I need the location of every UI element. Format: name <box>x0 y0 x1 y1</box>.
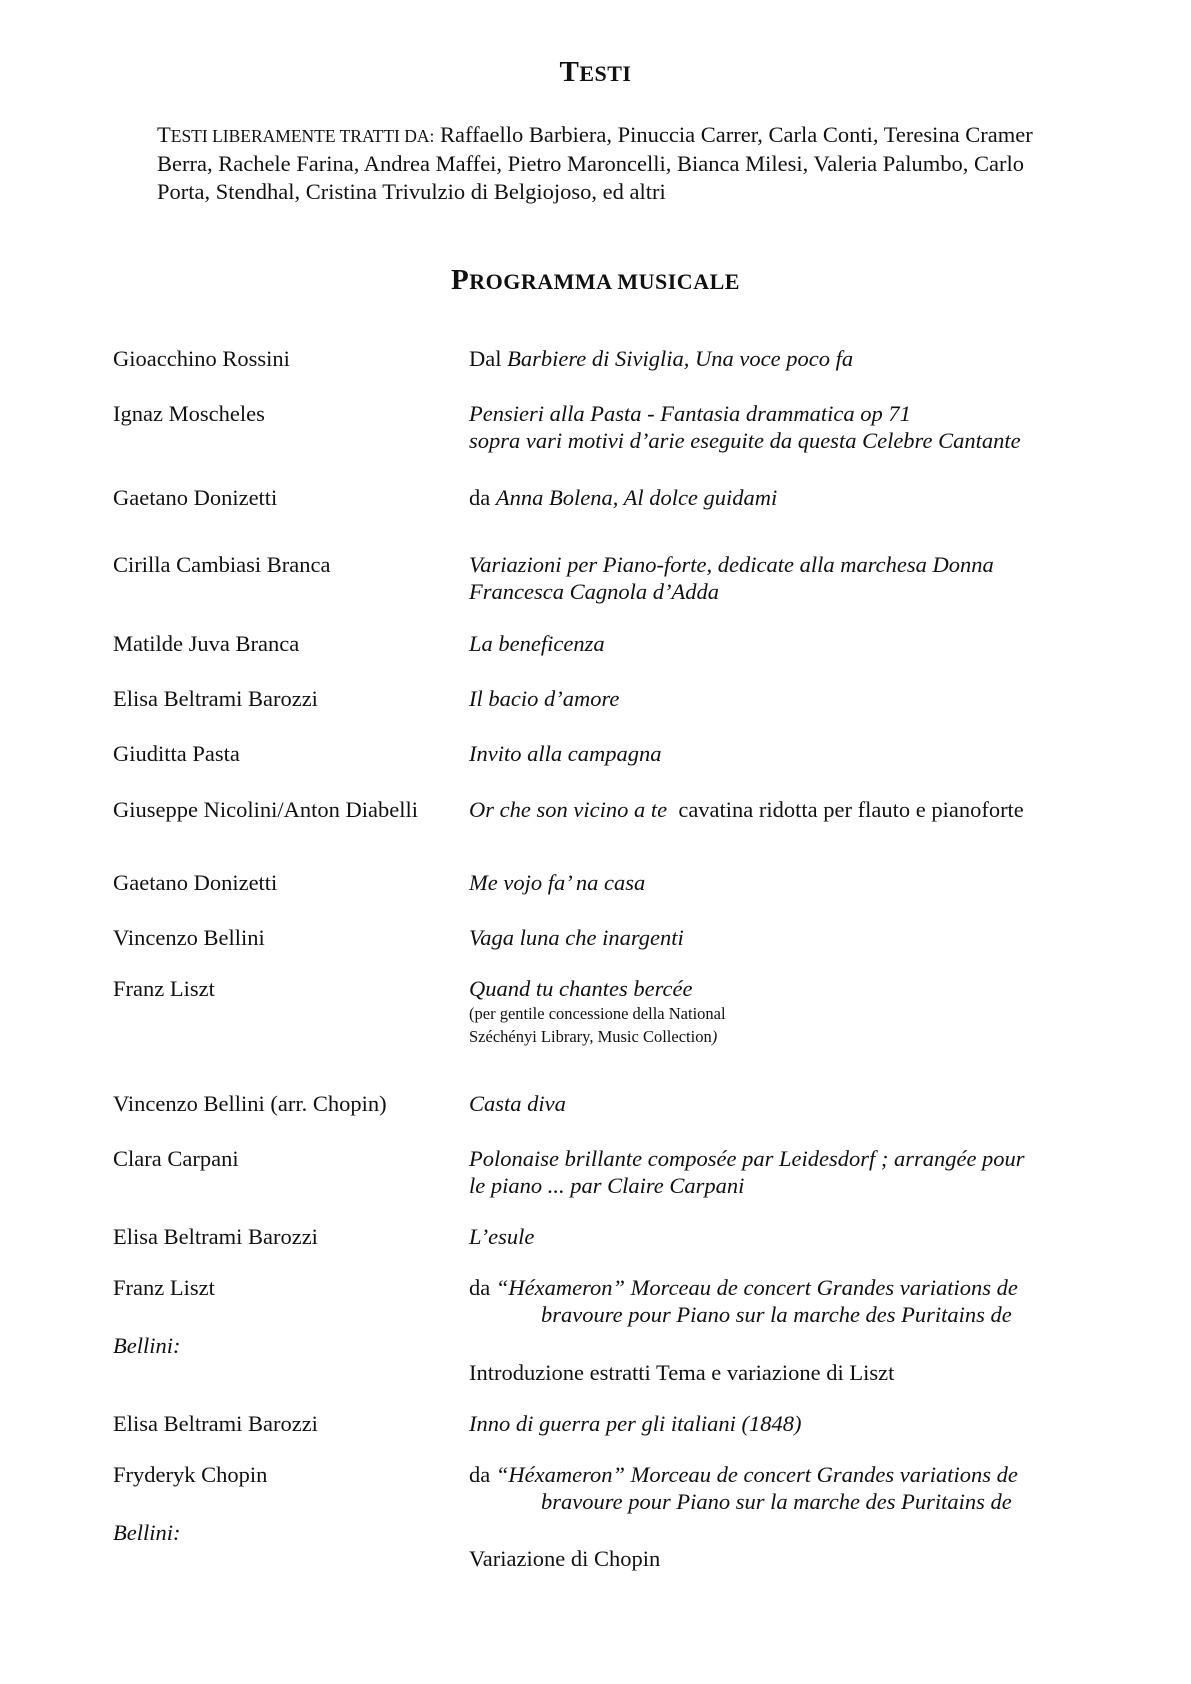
work: Vaga luna che inargenti <box>469 925 684 950</box>
work: Quand tu chantes bercée (per gentile concessione della National Széchényi Library, Music Collection) <box>469 976 726 1046</box>
composer: Matilde Juva Branca <box>113 631 300 656</box>
composer: Giuditta Pasta <box>113 741 240 766</box>
testi-heading: TESTI <box>559 56 632 88</box>
work: da “Héxameron” Morceau de concert Grandes variations de bravoure pour Piano sur la marche des Puritains de <box>469 1462 1018 1514</box>
work: La beneficenza <box>469 631 605 656</box>
composer: Bellini: <box>113 1333 181 1358</box>
composer: Vincenzo Bellini <box>113 925 265 950</box>
composer: Franz Liszt <box>113 976 215 1001</box>
composer: Ignaz Moscheles <box>113 401 265 426</box>
composer: Gaetano Donizetti <box>113 870 278 895</box>
composer: Elisa Beltrami Barozzi <box>113 686 318 711</box>
programma-heading: PROGRAMMA MUSICALE <box>451 264 740 296</box>
work: Pensieri alla Pasta - Fantasia drammatica op 71 sopra vari motivi d’arie eseguite da questa Celebre Cantante <box>469 401 1021 453</box>
work: Polonaise brillante composée par Leidesdorf ; arrangée pour le piano ... par Claire Carpani <box>469 1146 1025 1198</box>
composer: Gioacchino Rossini <box>113 346 290 371</box>
composer: Fryderyk Chopin <box>113 1462 268 1487</box>
composer: Bellini: <box>113 1520 181 1545</box>
work: Invito alla campagna <box>469 741 662 766</box>
composer: Giuseppe Nicolini/Anton Diabelli <box>113 797 418 822</box>
work: Dal Barbiere di Siviglia, Una voce poco fa <box>469 346 854 371</box>
composer: Vincenzo Bellini (arr. Chopin) <box>113 1091 387 1116</box>
composer: Cirilla Cambiasi Branca <box>113 552 331 577</box>
work: Variazioni per Piano-forte, dedicate alla marchesa Donna Francesca Cagnola d’Adda <box>469 552 994 604</box>
composer: Clara Carpani <box>113 1146 239 1171</box>
composer: Gaetano Donizetti <box>113 485 278 510</box>
composer: Elisa Beltrami Barozzi <box>113 1224 318 1249</box>
work: Variazione di Chopin <box>469 1546 661 1571</box>
work: da “Héxameron” Morceau de concert Grandes variations de bravoure pour Piano sur la marche des Puritains de <box>469 1275 1018 1327</box>
composer: Elisa Beltrami Barozzi <box>113 1411 318 1436</box>
work: Casta diva <box>469 1091 566 1116</box>
work: Me vojo fa’ na casa <box>469 870 646 895</box>
composer: Franz Liszt <box>113 1275 215 1300</box>
sources-label: TESTI LIBERAMENTE TRATTI DA: <box>157 122 435 147</box>
work: Il bacio d’amore <box>469 686 620 711</box>
work: da Anna Bolena, Al dolce guidami <box>469 485 778 510</box>
work: L’esule <box>469 1224 535 1249</box>
work: Or che son vicino a te cavatina ridotta per flauto e pianoforte <box>469 797 1024 822</box>
sources-paragraph: TESTI LIBERAMENTE TRATTI DA: Raffaello Barbiera, Pinuccia Carrer, Carla Conti, Teresina Cramer Berra, Rachele Farina, Andrea Maffei, Pietro Maroncelli, Bianca Milesi, Valeria Palumbo, Carlo Porta, Stendhal, Cristina Trivulzio di Belgiojoso, ed altri <box>157 122 1033 204</box>
work: Introduzione estratti Tema e variazione di Liszt <box>469 1360 895 1385</box>
work: Inno di guerra per gli italiani (1848) <box>469 1411 802 1436</box>
